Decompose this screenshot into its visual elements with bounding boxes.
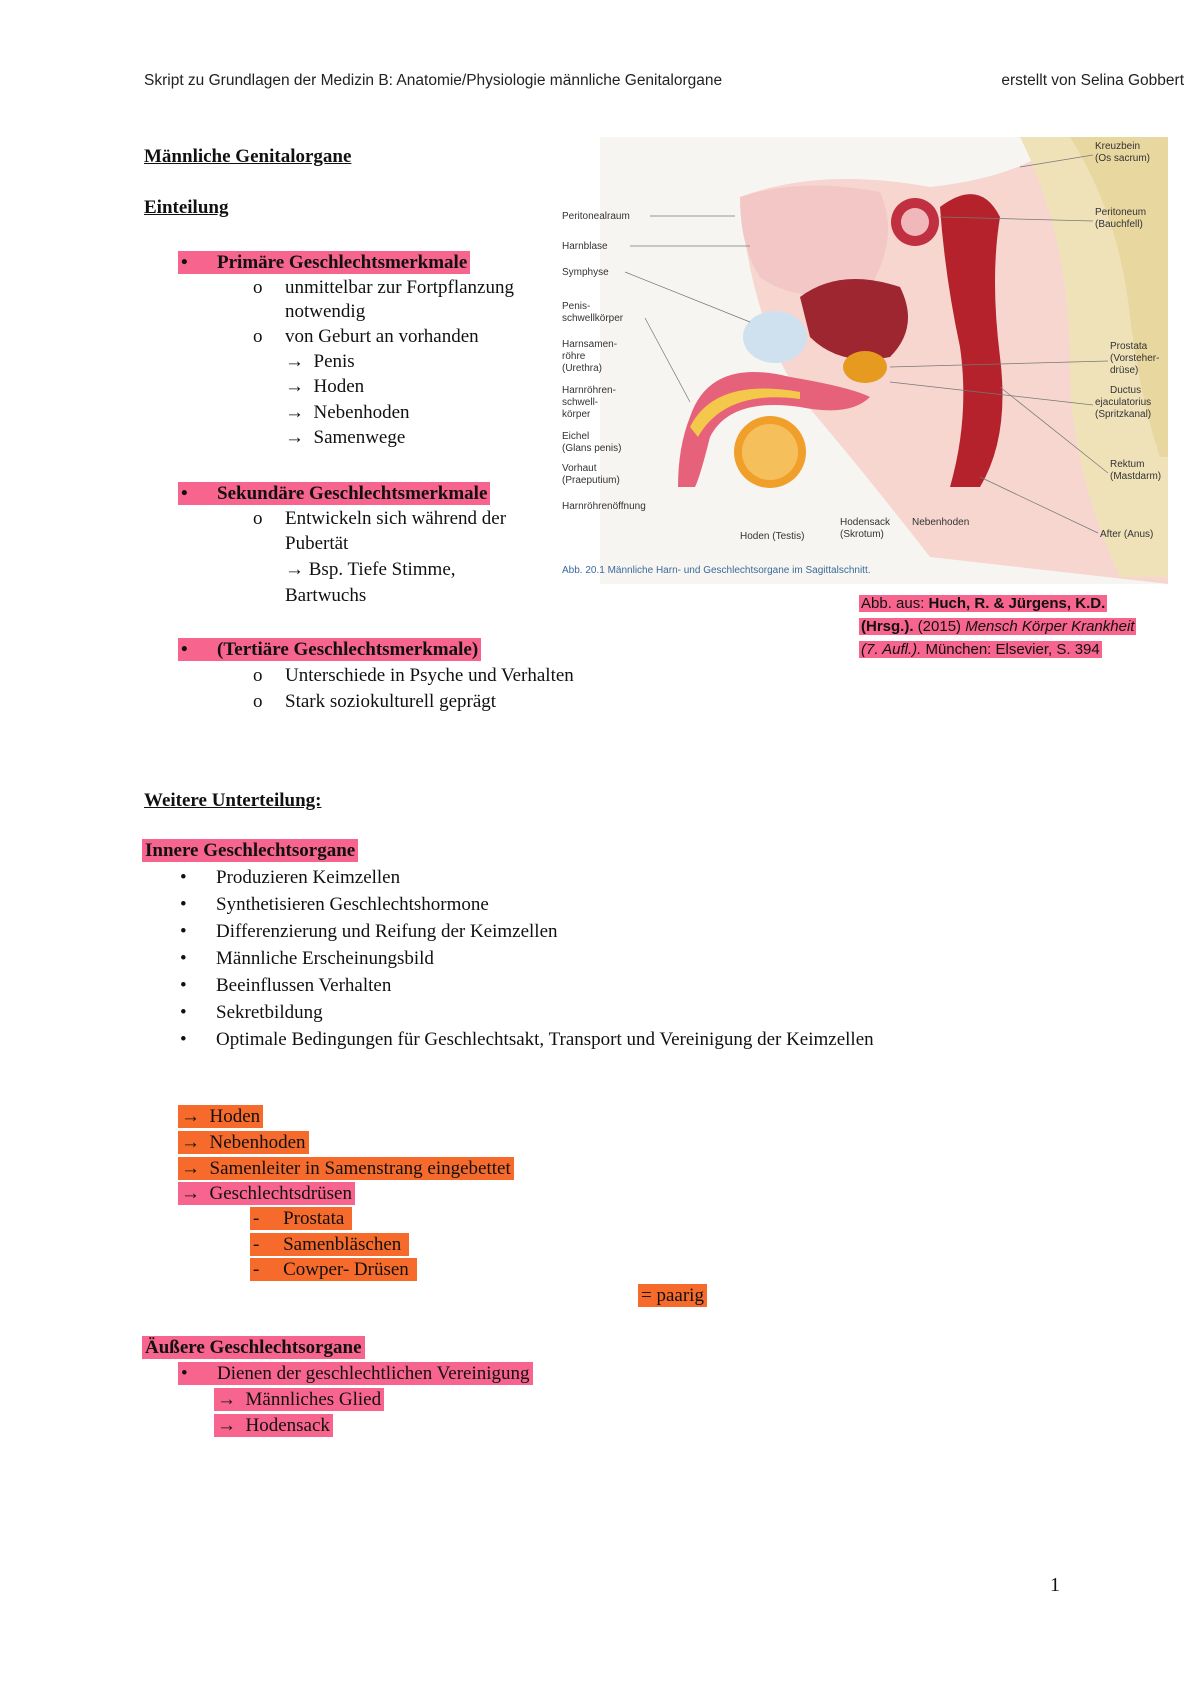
fig-label: (Spritzkanal) xyxy=(1095,409,1152,420)
arrow-label: Penis xyxy=(313,351,355,372)
sekundaer-item: • Sekundäre Geschlechtsmerkmale xyxy=(178,482,490,506)
tertiaer-sub1: o Unterschiede in Psyche und Verhalten xyxy=(253,665,574,686)
source-line-3 xyxy=(859,641,1102,658)
druese-label: Cowper- Drüsen xyxy=(283,1259,409,1280)
innere-item: • Synthetisieren Geschlechtshormone xyxy=(180,894,489,915)
item-text: Differenzierung und Reifung der Keimzellen xyxy=(216,921,558,942)
aeussere-arrow-1: → Hodensack xyxy=(214,1414,333,1438)
fig-label: (Praeputium) xyxy=(562,475,620,486)
innere-item: • Produzieren Keimzellen xyxy=(180,867,401,888)
page-number: 1 xyxy=(1050,1574,1060,1596)
fig-label: After (Anus) xyxy=(1100,529,1154,540)
fig-label: drüse) xyxy=(1110,365,1139,376)
primaer-heading: Primäre Geschlechtsmerkmale xyxy=(217,252,468,273)
item-text: Männliche Erscheinungsbild xyxy=(216,948,434,969)
source-publisher: München: Elsevier, S. 394 xyxy=(921,641,1100,658)
druese-samenblaeschen: - Samenbläschen xyxy=(250,1233,409,1257)
fig-label: Peritonealraum xyxy=(562,211,630,222)
sekundaer-sub1: o Entwickeln sich während der xyxy=(253,508,507,529)
source-text: Abb. aus: xyxy=(861,595,929,612)
fig-label: Harnblase xyxy=(562,241,608,252)
header-right: erstellt von Selina Gobbert xyxy=(1001,72,1184,89)
arrow-label: Männliches Glied xyxy=(245,1389,382,1410)
organ-label: Samenleiter in Samenstrang eingebettet xyxy=(209,1158,511,1179)
fig-label: (Bauchfell) xyxy=(1095,219,1143,230)
organ-geschlechtsdruesen: → Geschlechtsdrüsen xyxy=(178,1182,355,1206)
organ-label: Nebenhoden xyxy=(209,1132,306,1153)
fig-label: Harnröhren- xyxy=(562,385,616,396)
aeussere-heading-line xyxy=(142,1336,365,1360)
tertiaer-sub2-text: Stark soziokulturell geprägt xyxy=(285,691,497,712)
sekundaer-sub2: → Bsp. Tiefe Stimme, xyxy=(285,559,456,580)
header-left: Skript zu Grundlagen der Medizin B: Anatomie/Physiologie männliche Genitalorgane xyxy=(144,72,723,89)
organ-label: Geschlechtsdrüsen xyxy=(209,1183,352,1204)
anatomy-illustration xyxy=(562,137,1168,584)
paarig-label: = paarig xyxy=(638,1284,707,1307)
item-text: Sekretbildung xyxy=(216,1002,323,1023)
druese-label: Prostata xyxy=(283,1208,345,1229)
primaer-sub2: o von Geburt an vorhanden xyxy=(253,326,479,347)
primaer-sub1: o unmittelbar zur Fortpflanzung xyxy=(253,277,514,298)
druese-cowper: - Cowper- Drüsen xyxy=(250,1258,417,1282)
organ-samenleiter: → Samenleiter in Samenstrang eingebettet xyxy=(178,1157,514,1181)
fig-label: (Urethra) xyxy=(562,363,603,374)
fig-label: Eichel xyxy=(562,431,590,442)
primaer-item: • Primäre Geschlechtsmerkmale xyxy=(178,251,470,275)
fig-label: körper xyxy=(562,409,591,420)
aeussere-heading: Äußere Geschlechtsorgane xyxy=(142,1336,365,1359)
sekundaer-sub1b: Pubertät xyxy=(285,533,349,554)
tertiaer-sub2: o Stark soziokulturell geprägt xyxy=(253,691,497,712)
innere-item: • Männliche Erscheinungsbild xyxy=(180,948,434,969)
fig-label: (Os sacrum) xyxy=(1095,153,1150,164)
primaer-sub1b: notwendig xyxy=(285,301,366,322)
innere-heading-line xyxy=(142,839,358,863)
fig-label: Hodensack xyxy=(840,517,891,528)
fig-label: Ductus xyxy=(1110,385,1142,396)
anatomy-figure xyxy=(562,137,1168,584)
item-text: Optimale Bedingungen für Geschlechtsakt, Transport und Vereinigung der Keimzellen xyxy=(216,1029,874,1050)
fig-label: Harnröhrenöffnung xyxy=(562,501,646,512)
section-einteilung: Einteilung xyxy=(144,197,229,218)
figure-source xyxy=(859,592,1167,661)
sekundaer-sub1a: Entwickeln sich während der xyxy=(285,508,507,529)
organ-hoden: → Hoden xyxy=(178,1105,263,1129)
innere-item: • Beeinflussen Verhalten xyxy=(180,975,392,996)
fig-label: Rektum xyxy=(1110,459,1145,470)
fig-label: Vorhaut xyxy=(562,463,597,474)
section-weitere: Weitere Unterteilung: xyxy=(144,790,322,811)
fig-label: Peritoneum xyxy=(1095,207,1147,218)
sekundaer-sub2b: Bartwuchs xyxy=(285,585,367,606)
source-year: (2015) xyxy=(913,618,966,635)
innere-item: • Sekretbildung xyxy=(180,1002,323,1023)
primaer-arrow-3: → Samenwege xyxy=(285,427,406,448)
document-title: Männliche Genitalorgane xyxy=(144,146,352,167)
source-edition: (7. Aufl.). xyxy=(861,641,922,658)
tertiaer-item: • (Tertiäre Geschlechtsmerkmale) xyxy=(178,638,481,662)
fig-label: Penis- xyxy=(562,301,591,312)
fig-label: schwellkörper xyxy=(562,313,624,324)
fig-label: Prostata xyxy=(1110,341,1148,352)
aeussere-item: • Dienen der geschlechtlichen Vereinigung xyxy=(178,1362,533,1386)
druese-label: Samenbläschen xyxy=(283,1234,402,1255)
arrow-label: Samenwege xyxy=(313,427,406,448)
fig-label: Kreuzbein xyxy=(1095,141,1141,152)
fig-label: (Mastdarm) xyxy=(1110,471,1162,482)
sekundaer-sub2a: Bsp. Tiefe Stimme, xyxy=(308,559,456,580)
sekundaer-heading: Sekundäre Geschlechtsmerkmale xyxy=(217,483,488,504)
innere-item: • Differenzierung und Reifung der Keimzellen xyxy=(180,921,558,942)
primaer-sub2-text: von Geburt an vorhanden xyxy=(285,326,479,347)
fig-label: (Glans penis) xyxy=(562,443,622,454)
source-line-1 xyxy=(859,595,1107,612)
innere-heading: Innere Geschlechtsorgane xyxy=(142,839,358,862)
organ-nebenhoden: → Nebenhoden xyxy=(178,1131,309,1155)
druese-prostata: - Prostata xyxy=(250,1207,352,1231)
fig-label: Harnsamen- xyxy=(562,339,618,350)
item-text: Produzieren Keimzellen xyxy=(216,867,401,888)
fig-label: Hoden (Testis) xyxy=(740,531,805,542)
source-authors: Huch, R. & Jürgens, K.D. xyxy=(928,595,1106,612)
tertiaer-heading: (Tertiäre Geschlechtsmerkmale) xyxy=(217,639,479,660)
organ-label: Hoden xyxy=(209,1106,261,1127)
paarig-note xyxy=(638,1284,707,1308)
source-line-2 xyxy=(859,618,1136,635)
source-editors: (Hrsg.). xyxy=(861,618,914,635)
arrow-label: Hoden xyxy=(313,376,365,397)
primaer-arrow-2: → Nebenhoden xyxy=(285,402,410,423)
source-book: Mensch Körper Krankheit xyxy=(965,618,1135,635)
fig-label: Symphyse xyxy=(562,267,609,278)
arrow-label: Nebenhoden xyxy=(313,402,410,423)
fig-label: ejaculatorius xyxy=(1095,397,1152,408)
tertiaer-sub1-text: Unterschiede in Psyche und Verhalten xyxy=(285,665,574,686)
primaer-arrow-1: → Hoden xyxy=(285,376,365,397)
item-text: Synthetisieren Geschlechtshormone xyxy=(216,894,489,915)
primaer-arrow-0: → Penis xyxy=(285,351,355,372)
fig-label: röhre xyxy=(562,351,586,362)
fig-label: schwell- xyxy=(562,397,599,408)
item-text: Beeinflussen Verhalten xyxy=(216,975,392,996)
arrow-label: Hodensack xyxy=(245,1415,330,1436)
fig-label: Nebenhoden xyxy=(912,517,970,528)
fig-label: (Vorsteher- xyxy=(1110,353,1160,364)
fig-caption: Abb. 20.1 Männliche Harn- und Geschlechtsorgane im Sagittalschnitt. xyxy=(562,565,871,576)
aeussere-arrow-0: → Männliches Glied xyxy=(214,1388,384,1412)
item-text: Dienen der geschlechtlichen Vereinigung xyxy=(217,1363,530,1384)
primaer-sub1a: unmittelbar zur Fortpflanzung xyxy=(285,277,514,298)
innere-item: • Optimale Bedingungen für Geschlechtsakt, Transport und Vereinigung der Keimzellen xyxy=(180,1029,874,1050)
fig-label: (Skrotum) xyxy=(840,529,884,540)
